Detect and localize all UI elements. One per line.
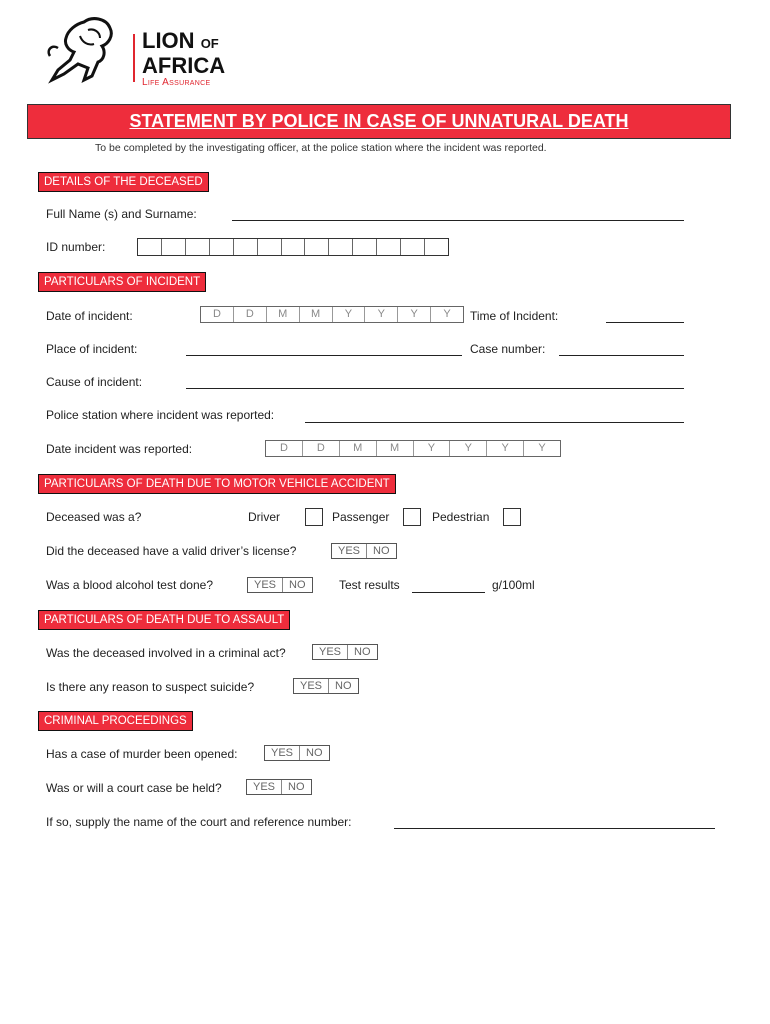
logo-africa: AFRICA [142,53,226,78]
id-number-label: ID number: [46,240,106,254]
id-digit-box[interactable] [401,239,425,255]
section-criminal-proceedings: CRIMINAL PROCEEDINGS [38,711,193,731]
pedestrian-checkbox[interactable] [503,508,521,526]
id-digit-box[interactable] [186,239,210,255]
yes-option[interactable]: YES [247,780,282,794]
yes-option[interactable]: YES [294,679,329,693]
driver-checkbox[interactable] [305,508,323,526]
suicide-yes-no[interactable] [293,678,359,694]
court-case-label: Was or will a court case be held? [46,781,222,795]
date-box-m[interactable]: M [377,441,414,456]
test-results-label: Test results [339,578,400,592]
section-incident: PARTICULARS OF INCIDENT [38,272,206,292]
place-incident-field[interactable] [186,355,462,356]
date-box-d[interactable]: D [303,441,340,456]
date-box-y[interactable]: Y [414,441,451,456]
date-box-d[interactable]: D [234,307,267,322]
id-digit-box[interactable] [377,239,401,255]
date-box-d[interactable]: D [201,307,234,322]
no-option[interactable]: NO [373,545,390,557]
no-option[interactable]: NO [289,579,306,591]
id-digit-box[interactable] [329,239,353,255]
cause-incident-label: Cause of incident: [46,375,143,389]
time-incident-field[interactable] [606,322,684,323]
date-box-y[interactable]: Y [450,441,487,456]
criminal-act-yes-no[interactable] [312,644,378,660]
section-motor-vehicle: PARTICULARS OF DEATH DUE TO MOTOR VEHICLE ACCIDENT [38,474,396,494]
police-station-field[interactable] [305,422,684,423]
id-digit-box[interactable] [138,239,162,255]
date-box-y[interactable]: Y [487,441,524,456]
section-deceased: DETAILS OF THE DECEASED [38,172,209,192]
murder-case-label: Has a case of murder been opened: [46,747,238,761]
date-box-y[interactable]: Y [443,308,451,320]
date-box-d[interactable]: D [266,441,303,456]
date-box-y[interactable]: Y [333,307,366,322]
yes-option[interactable]: YES [265,746,300,760]
case-number-field[interactable] [559,355,684,356]
no-option[interactable]: NO [288,781,305,793]
id-digit-box[interactable] [425,239,448,255]
cause-incident-field[interactable] [186,388,684,389]
id-digit-box[interactable] [258,239,282,255]
id-digit-box[interactable] [162,239,186,255]
id-digit-box[interactable] [305,239,329,255]
full-name-label: Full Name (s) and Surname: [46,207,197,221]
title-banner [27,104,731,139]
criminal-act-label: Was the deceased involved in a criminal act? [46,646,286,660]
driver-label: Driver [248,510,280,524]
passenger-label: Passenger [332,510,390,524]
time-incident-label: Time of Incident: [470,309,559,323]
yes-option[interactable]: YES [248,578,283,592]
page-subtitle: To be completed by the investigating officer, at the police station where the incident was reported. [95,142,547,154]
no-option[interactable]: NO [335,680,352,692]
date-box-m[interactable]: M [267,307,300,322]
passenger-checkbox[interactable] [403,508,421,526]
date-box-y[interactable]: Y [538,442,546,454]
yes-option[interactable]: YES [332,544,367,558]
id-digit-box[interactable] [234,239,258,255]
test-results-field[interactable] [412,592,485,593]
place-incident-label: Place of incident: [46,342,138,356]
license-yes-no[interactable] [331,543,397,559]
logo-text [142,30,225,88]
id-digit-box[interactable] [282,239,306,255]
case-number-label: Case number: [470,342,546,356]
section-assault: PARTICULARS OF DEATH DUE TO ASSAULT [38,610,290,630]
page-title: STATEMENT BY POLICE IN CASE OF UNNATURAL DEATH [129,111,629,131]
murder-case-yes-no[interactable] [264,745,330,761]
logo-life-assurance: Life Assurance [142,77,211,88]
alcohol-test-label: Was a blood alcohol test done? [46,578,213,592]
date-box-m[interactable]: M [340,441,377,456]
date-incident-label: Date of incident: [46,309,133,323]
logo-of: OF [200,36,219,51]
id-number-field[interactable] [137,238,449,256]
id-digit-box[interactable] [353,239,377,255]
license-label: Did the deceased have a valid driver’s license? [46,544,297,558]
date-box-m[interactable]: M [300,307,333,322]
date-reported-field[interactable] [265,440,561,457]
no-option[interactable]: NO [306,747,323,759]
full-name-field[interactable] [232,220,684,221]
suicide-label: Is there any reason to suspect suicide? [46,680,255,694]
court-name-label: If so, supply the name of the court and reference number: [46,815,352,829]
court-name-field[interactable] [394,828,715,829]
date-incident-field[interactable] [200,306,464,323]
police-station-label: Police station where incident was reported: [46,408,275,422]
court-case-yes-no[interactable] [246,779,312,795]
date-reported-label: Date incident was reported: [46,442,193,456]
unit-label: g/100ml [492,578,535,592]
lion-logo-icon [44,16,126,84]
date-box-y[interactable]: Y [365,307,398,322]
logo-divider [133,34,135,82]
date-box-y[interactable]: Y [398,307,431,322]
deceased-was-label: Deceased was a? [46,510,142,524]
alcohol-yes-no[interactable] [247,577,313,593]
logo-lion: LION [142,28,195,53]
pedestrian-label: Pedestrian [432,510,490,524]
yes-option[interactable]: YES [313,645,348,659]
no-option[interactable]: NO [354,646,371,658]
id-digit-box[interactable] [210,239,234,255]
